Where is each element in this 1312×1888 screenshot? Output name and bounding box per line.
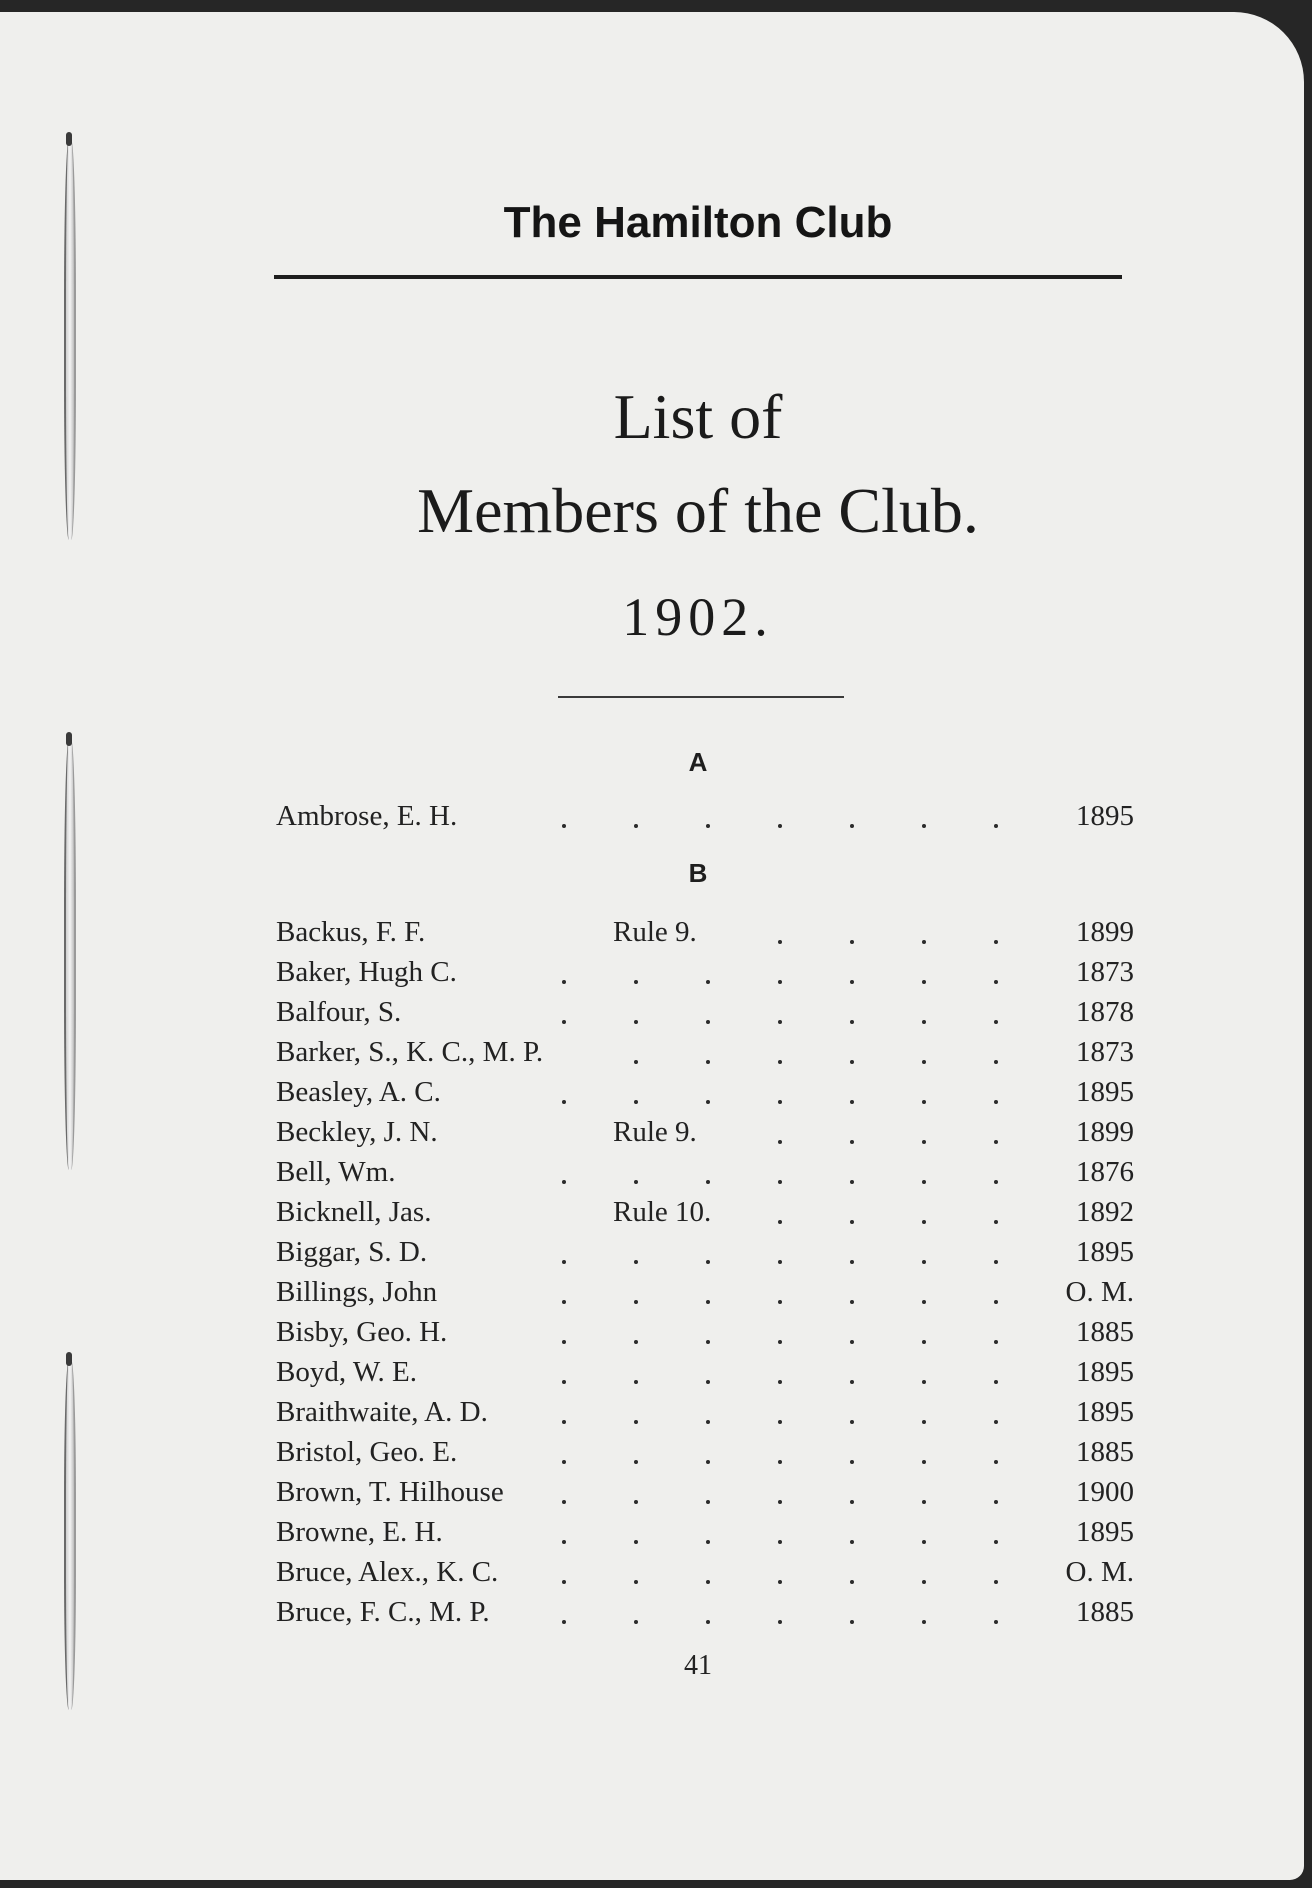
leader-dot — [778, 940, 782, 944]
member-row — [276, 1596, 1134, 1636]
leader-dot — [562, 980, 566, 984]
leader-dot — [778, 1100, 782, 1104]
leader-dot — [634, 1340, 638, 1344]
leader-dot — [706, 1340, 710, 1344]
leader-dot — [994, 980, 998, 984]
leader-dot — [922, 1180, 926, 1184]
leader-dot — [706, 980, 710, 984]
leader-dot — [634, 1380, 638, 1384]
leader-dot — [562, 1340, 566, 1344]
running-head: The Hamilton Club — [503, 198, 893, 247]
leader-dot — [922, 1500, 926, 1504]
member-name: Bruce, Alex., K. C. — [276, 1556, 499, 1588]
leader-dot — [994, 1420, 998, 1424]
leader-dot — [706, 1060, 710, 1064]
leader-dot — [850, 1380, 854, 1384]
leader-dot — [634, 980, 638, 984]
leader-dot — [706, 1020, 710, 1024]
member-rule-note: Rule 10. — [613, 1196, 712, 1228]
member-year: 1876 — [1076, 1156, 1134, 1188]
binding-thread — [58, 140, 78, 540]
leader-dot — [562, 1420, 566, 1424]
leader-dot — [922, 1140, 926, 1144]
leader-dot — [994, 1140, 998, 1144]
leader-dot — [706, 1180, 710, 1184]
member-row — [276, 1076, 1134, 1116]
leader-dot — [562, 1260, 566, 1264]
title-year: 1902. — [622, 587, 774, 647]
leader-dot — [706, 824, 710, 828]
member-year: 1899 — [1076, 916, 1134, 948]
leader-dot — [850, 1540, 854, 1544]
leader-dot — [778, 1180, 782, 1184]
leader-dot — [634, 1100, 638, 1104]
section-letter: B — [688, 858, 708, 888]
leader-dot — [850, 1020, 854, 1024]
leader-dot — [778, 824, 782, 828]
leader-dot — [994, 1260, 998, 1264]
leader-dot — [850, 1180, 854, 1184]
leader-dot — [922, 1260, 926, 1264]
member-rule-note: Rule 9. — [613, 916, 697, 948]
title-line-1: List of — [613, 381, 783, 452]
leader-dot — [778, 1220, 782, 1224]
member-name: Beasley, A. C. — [276, 1076, 441, 1108]
member-name: Browne, E. H. — [276, 1516, 443, 1548]
leader-dot — [562, 1300, 566, 1304]
leader-dot — [994, 1380, 998, 1384]
member-name: Braithwaite, A. D. — [276, 1396, 488, 1428]
leader-dot — [922, 940, 926, 944]
leader-dot — [634, 1060, 638, 1064]
leader-dot — [922, 1300, 926, 1304]
leader-dot — [706, 1300, 710, 1304]
leader-dot — [994, 1020, 998, 1024]
member-name: Bristol, Geo. E. — [276, 1436, 458, 1468]
leader-dot — [778, 1540, 782, 1544]
leader-dot — [850, 1580, 854, 1584]
member-name: Brown, T. Hilhouse — [276, 1476, 504, 1508]
member-row — [276, 1356, 1134, 1396]
leader-dot — [634, 824, 638, 828]
leader-dot — [778, 980, 782, 984]
leader-dot — [994, 1220, 998, 1224]
member-row — [276, 1196, 1134, 1236]
leader-dot — [922, 1340, 926, 1344]
leader-dot — [562, 1380, 566, 1384]
leader-dot — [850, 1220, 854, 1224]
member-row — [276, 1436, 1134, 1476]
leader-dot — [994, 1060, 998, 1064]
member-row — [276, 1476, 1134, 1516]
member-name: Backus, F. F. — [276, 916, 426, 948]
leader-dot — [634, 1580, 638, 1584]
member-name: Ambrose, E. H. — [276, 800, 458, 832]
leader-dot — [850, 1620, 854, 1624]
member-row — [276, 1036, 1134, 1076]
leader-dot — [778, 1300, 782, 1304]
member-year: 1885 — [1076, 1596, 1134, 1628]
leader-dot — [562, 824, 566, 828]
member-year: 1895 — [1076, 1236, 1134, 1268]
member-name: Billings, John — [276, 1276, 438, 1308]
leader-dot — [634, 1500, 638, 1504]
leader-dot — [562, 1180, 566, 1184]
leader-dot — [994, 1620, 998, 1624]
leader-dot — [994, 1100, 998, 1104]
member-year: O. M. — [1065, 1276, 1134, 1308]
leader-dot — [706, 1580, 710, 1584]
leader-dot — [922, 1020, 926, 1024]
leader-dot — [778, 1340, 782, 1344]
leader-dot — [922, 1620, 926, 1624]
binding-thread — [58, 1360, 78, 1710]
binding-thread — [58, 740, 78, 1170]
leader-dot — [850, 1060, 854, 1064]
leader-dot — [706, 1620, 710, 1624]
leader-dot — [850, 1140, 854, 1144]
book-page — [0, 12, 1304, 1880]
leader-dot — [922, 1220, 926, 1224]
leader-dot — [706, 1380, 710, 1384]
member-rule-note: Rule 9. — [613, 1116, 697, 1148]
leader-dot — [706, 1540, 710, 1544]
member-name: Balfour, S. — [276, 996, 402, 1028]
member-year: 1895 — [1076, 1076, 1134, 1108]
member-row — [276, 956, 1134, 996]
member-row — [276, 1156, 1134, 1196]
leader-dot — [994, 1300, 998, 1304]
member-year: 1895 — [1076, 1356, 1134, 1388]
leader-dot — [778, 1380, 782, 1384]
section-letter: A — [688, 747, 708, 777]
member-name: Bisby, Geo. H. — [276, 1316, 448, 1348]
leader-dot — [994, 1580, 998, 1584]
member-name: Beckley, J. N. — [276, 1116, 438, 1148]
leader-dot — [634, 1540, 638, 1544]
leader-dot — [850, 1340, 854, 1344]
leader-dot — [850, 824, 854, 828]
member-row — [276, 1116, 1134, 1156]
leader-dot — [778, 1140, 782, 1144]
leader-dot — [706, 1500, 710, 1504]
member-name: Baker, Hugh C. — [276, 956, 457, 988]
member-row — [276, 1516, 1134, 1556]
member-year: O. M. — [1065, 1556, 1134, 1588]
leader-dot — [562, 1580, 566, 1584]
leader-dot — [994, 1500, 998, 1504]
leader-dot — [706, 1100, 710, 1104]
leader-dot — [634, 1180, 638, 1184]
member-name: Biggar, S. D. — [276, 1236, 428, 1268]
leader-dot — [562, 1460, 566, 1464]
leader-dot — [850, 1460, 854, 1464]
leader-dot — [634, 1300, 638, 1304]
leader-dot — [850, 980, 854, 984]
member-row — [276, 916, 1134, 956]
leader-dot — [922, 1460, 926, 1464]
member-row — [276, 1276, 1134, 1316]
member-name: Bicknell, Jas. — [276, 1196, 432, 1228]
leader-dot — [562, 1020, 566, 1024]
leader-dot — [778, 1260, 782, 1264]
leader-dot — [994, 1340, 998, 1344]
leader-dot — [778, 1500, 782, 1504]
leader-dot — [706, 1260, 710, 1264]
member-year: 1892 — [1076, 1196, 1134, 1228]
leader-dot — [922, 824, 926, 828]
leader-dot — [562, 1100, 566, 1104]
member-name: Barker, S., K. C., M. P. — [276, 1036, 544, 1068]
leader-dot — [850, 940, 854, 944]
leader-dot — [562, 1540, 566, 1544]
leader-dot — [706, 1420, 710, 1424]
leader-dot — [922, 1420, 926, 1424]
page-number: 41 — [684, 1650, 712, 1681]
leader-dot — [634, 1420, 638, 1424]
leader-dot — [850, 1420, 854, 1424]
leader-dot — [562, 1620, 566, 1624]
member-year: 1873 — [1076, 1036, 1134, 1068]
leader-dot — [850, 1500, 854, 1504]
leader-dot — [778, 1580, 782, 1584]
leader-dot — [850, 1260, 854, 1264]
member-year: 1878 — [1076, 996, 1134, 1028]
leader-dot — [994, 1460, 998, 1464]
leader-dot — [994, 824, 998, 828]
member-name: Boyd, W. E. — [276, 1356, 417, 1388]
leader-dot — [778, 1020, 782, 1024]
leader-dot — [778, 1420, 782, 1424]
member-year: 1885 — [1076, 1316, 1134, 1348]
leader-dot — [922, 1060, 926, 1064]
leader-dot — [778, 1060, 782, 1064]
member-year: 1895 — [1076, 1516, 1134, 1548]
member-row — [276, 1316, 1134, 1356]
leader-dot — [922, 1580, 926, 1584]
leader-dot — [922, 1100, 926, 1104]
leader-dot — [706, 1460, 710, 1464]
member-row — [276, 996, 1134, 1036]
leader-dot — [922, 1540, 926, 1544]
leader-dot — [850, 1100, 854, 1104]
member-year: 1899 — [1076, 1116, 1134, 1148]
leader-dot — [634, 1260, 638, 1264]
leader-dot — [922, 1380, 926, 1384]
leader-dot — [850, 1300, 854, 1304]
member-year: 1885 — [1076, 1436, 1134, 1468]
member-year: 1895 — [1076, 800, 1134, 832]
member-name: Bell, Wm. — [276, 1156, 396, 1188]
member-row — [276, 1396, 1134, 1436]
member-row — [276, 1556, 1134, 1596]
title-line-2: Members of the Club. — [417, 475, 979, 546]
member-year: 1873 — [1076, 956, 1134, 988]
leader-dot — [562, 1500, 566, 1504]
leader-dot — [922, 980, 926, 984]
leader-dot — [634, 1620, 638, 1624]
leader-dot — [778, 1620, 782, 1624]
member-row — [276, 1236, 1134, 1276]
member-name: Bruce, F. C., M. P. — [276, 1596, 490, 1628]
leader-dot — [994, 1540, 998, 1544]
leader-dot — [778, 1460, 782, 1464]
member-year: 1900 — [1076, 1476, 1134, 1508]
member-year: 1895 — [1076, 1396, 1134, 1428]
leader-dot — [994, 940, 998, 944]
leader-dot — [634, 1460, 638, 1464]
header-rule — [274, 275, 1122, 279]
leader-dot — [994, 1180, 998, 1184]
member-row — [276, 800, 1134, 840]
title-rule — [558, 696, 844, 698]
leader-dot — [634, 1020, 638, 1024]
